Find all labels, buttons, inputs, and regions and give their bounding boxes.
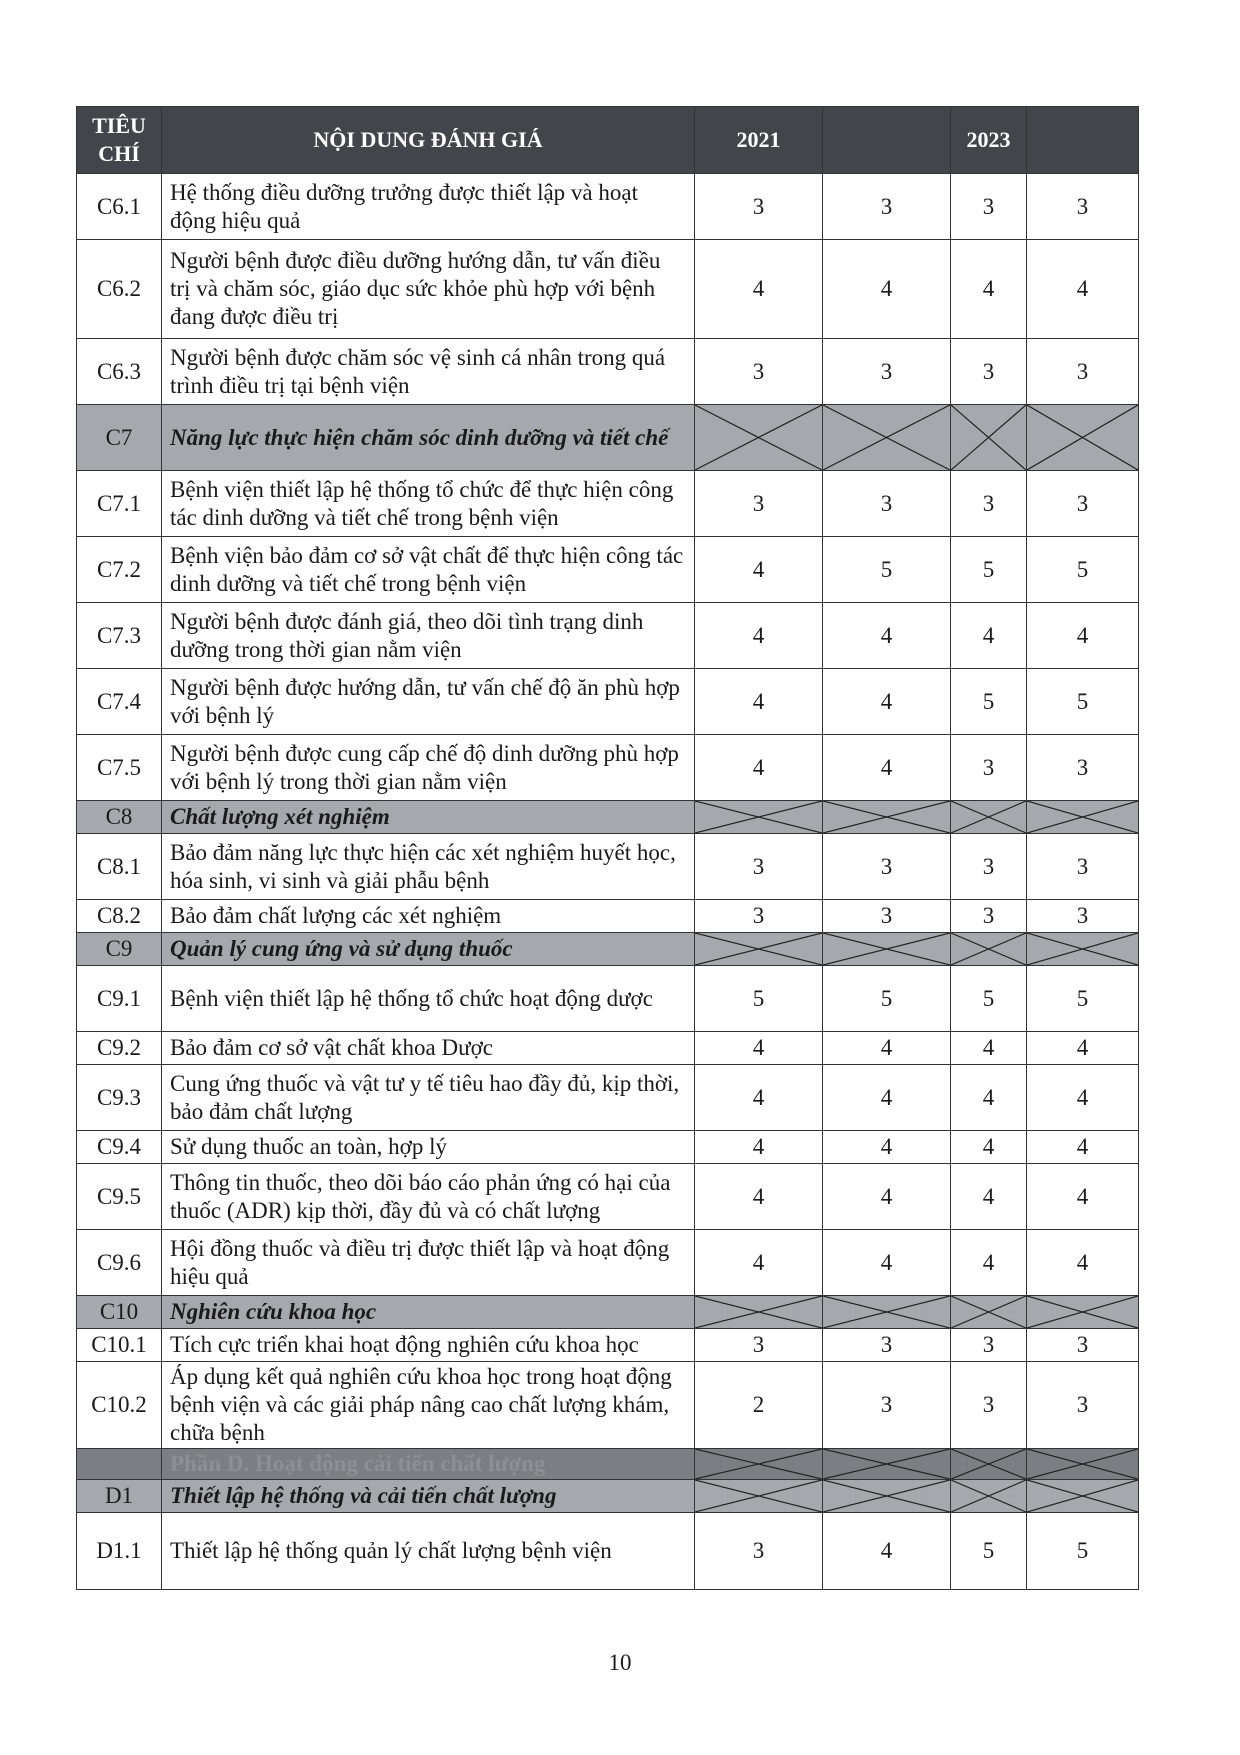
criterion-code: C7.2 [77,537,162,603]
score-cell: 3 [951,1362,1027,1449]
criterion-text: Người bệnh được chăm sóc vệ sinh cá nhân trong quá trình điều trị tại bệnh viện [162,339,695,405]
score-cell: 3 [1027,900,1139,933]
criterion-code: C9.5 [77,1164,162,1230]
score-cell: 3 [823,834,951,900]
criterion-code: C9.4 [77,1131,162,1164]
criterion-text: Sử dụng thuốc an toàn, hợp lý [162,1131,695,1164]
criterion-text: Bảo đảm năng lực thực hiện các xét nghiệm huyết học, hóa sinh, vi sinh và giải phẫu bệnh [162,834,695,900]
part-title: Phần D. Hoạt động cải tiến chất lượng [162,1449,695,1480]
table-row [77,900,1139,933]
criterion-code: C7.5 [77,735,162,801]
score-cell: 4 [695,735,823,801]
table-row [77,603,1139,669]
criterion-text: Bệnh viện thiết lập hệ thống tổ chức hoạt động dược [162,966,695,1032]
crossed-out-cell [695,1480,823,1513]
score-cell: 3 [695,339,823,405]
crossed-out-cell [1027,1449,1139,1480]
score-cell: 4 [951,1164,1027,1230]
score-cell: 3 [823,174,951,240]
score-cell: 4 [695,1131,823,1164]
criterion-text: Bệnh viện bảo đảm cơ sở vật chất để thực hiện công tác dinh dưỡng và tiết chế trong bệnh viện [162,537,695,603]
section-title: Quản lý cung ứng và sử dụng thuốc [162,933,695,966]
score-cell: 3 [951,834,1027,900]
score-cell: 4 [695,1065,823,1131]
score-cell: 4 [695,603,823,669]
criterion-code: C8.2 [77,900,162,933]
criterion-text: Người bệnh được đánh giá, theo dõi tình trạng dinh dưỡng trong thời gian nằm viện [162,603,695,669]
crossed-out-cell [951,801,1027,834]
section-code: C10 [77,1296,162,1329]
criterion-code: C10.1 [77,1329,162,1362]
criterion-text: Thiết lập hệ thống quản lý chất lượng bệnh viện [162,1513,695,1590]
score-cell: 3 [951,174,1027,240]
score-cell: 4 [823,1065,951,1131]
crossed-out-cell [1027,1296,1139,1329]
criterion-text: Hệ thống điều dưỡng trưởng được thiết lập và hoạt động hiệu quả [162,174,695,240]
score-cell: 5 [823,537,951,603]
score-cell: 4 [1027,1230,1139,1296]
score-cell: 5 [1027,669,1139,735]
section-title: Năng lực thực hiện chăm sóc dinh dưỡng và tiết chế [162,405,695,471]
crossed-out-cell [1027,801,1139,834]
score-cell: 4 [695,537,823,603]
criterion-text: Bảo đảm chất lượng các xét nghiệm [162,900,695,933]
criterion-text: Thông tin thuốc, theo dõi báo cáo phản ứng có hại của thuốc (ADR) kịp thời, đầy đủ và có chất lượng [162,1164,695,1230]
score-cell: 3 [1027,834,1139,900]
score-cell: 4 [823,1032,951,1065]
score-cell: 4 [951,1230,1027,1296]
criterion-code: C9.1 [77,966,162,1032]
criterion-text: Áp dụng kết quả nghiên cứu khoa học trong hoạt động bệnh viện và các giải pháp nâng cao chất lượng khám, chữa bệnh [162,1362,695,1449]
score-cell: 3 [951,471,1027,537]
part-code [77,1449,162,1480]
crossed-out-cell [695,405,823,471]
score-cell: 2 [695,1362,823,1449]
crossed-out-cell [1027,1480,1139,1513]
table-header [77,107,1139,174]
header-content: NỘI DUNG ĐÁNH GIÁ [162,107,695,174]
table-row [77,1032,1139,1065]
crossed-out-cell [695,933,823,966]
table-row [77,1513,1139,1590]
criterion-text: Bảo đảm cơ sở vật chất khoa Dược [162,1032,695,1065]
score-cell: 4 [1027,1131,1139,1164]
score-cell: 4 [1027,1065,1139,1131]
score-cell: 4 [823,669,951,735]
section-row [77,1296,1139,1329]
evaluation-table [76,106,1139,1590]
score-cell: 3 [951,735,1027,801]
score-cell: 4 [695,1230,823,1296]
score-cell: 4 [951,603,1027,669]
criterion-text: Người bệnh được điều dưỡng hướng dẫn, tư vấn điều trị và chăm sóc, giáo dục sức khỏe phù hợp với bệnh đang được điều trị [162,240,695,339]
score-cell: 3 [951,1329,1027,1362]
score-cell: 4 [823,1164,951,1230]
score-cell: 3 [823,1329,951,1362]
score-cell: 3 [823,900,951,933]
crossed-out-cell [695,801,823,834]
crossed-out-cell [951,1449,1027,1480]
table-row [77,966,1139,1032]
criterion-code: D1.1 [77,1513,162,1590]
page-number: 10 [608,1650,632,1675]
score-cell: 3 [695,174,823,240]
score-cell: 4 [951,1065,1027,1131]
score-cell: 5 [951,537,1027,603]
header-criteria: TIÊU CHÍ [77,107,162,174]
criterion-code: C7.1 [77,471,162,537]
part-row [77,1449,1139,1480]
score-cell: 3 [695,1513,823,1590]
score-cell: 3 [1027,735,1139,801]
criterion-text: Tích cực triển khai hoạt động nghiên cứu khoa học [162,1329,695,1362]
score-cell: 5 [951,966,1027,1032]
section-title: Chất lượng xét nghiệm [162,801,695,834]
criterion-text: Hội đồng thuốc và điều trị được thiết lập và hoạt động hiệu quả [162,1230,695,1296]
score-cell: 5 [695,966,823,1032]
score-cell: 4 [823,603,951,669]
score-cell: 3 [823,1362,951,1449]
crossed-out-cell [1027,405,1139,471]
score-cell: 3 [695,1329,823,1362]
criterion-text: Cung ứng thuốc và vật tư y tế tiêu hao đầy đủ, kịp thời, bảo đảm chất lượng [162,1065,695,1131]
score-cell: 4 [1027,240,1139,339]
criterion-code: C6.2 [77,240,162,339]
table-row [77,669,1139,735]
table-row [77,537,1139,603]
header-year-2023: 2023 [951,107,1027,174]
crossed-out-cell [823,1296,951,1329]
criterion-code: C6.1 [77,174,162,240]
crossed-out-cell [951,405,1027,471]
criterion-text: Bệnh viện thiết lập hệ thống tổ chức để thực hiện công tác dinh dưỡng và tiết chế trong bệnh viện [162,471,695,537]
section-code: C8 [77,801,162,834]
score-cell: 4 [695,669,823,735]
score-cell: 4 [695,240,823,339]
section-code: C9 [77,933,162,966]
score-cell: 5 [951,1513,1027,1590]
header-year-2022 [823,107,951,174]
score-cell: 3 [695,834,823,900]
score-cell: 3 [823,339,951,405]
table-row [77,1230,1139,1296]
score-cell: 5 [1027,537,1139,603]
crossed-out-cell [823,801,951,834]
score-cell: 4 [951,240,1027,339]
criterion-code: C9.3 [77,1065,162,1131]
table-row [77,1065,1139,1131]
score-cell: 4 [1027,603,1139,669]
score-cell: 3 [823,471,951,537]
section-row [77,405,1139,471]
score-cell: 4 [695,1032,823,1065]
criterion-text: Người bệnh được cung cấp chế độ dinh dưỡng phù hợp với bệnh lý trong thời gian nằm viện [162,735,695,801]
criterion-code: C6.3 [77,339,162,405]
score-cell: 4 [951,1032,1027,1065]
section-row [77,933,1139,966]
score-cell: 4 [1027,1032,1139,1065]
section-title: Thiết lập hệ thống và cải tiến chất lượng [162,1480,695,1513]
score-cell: 3 [1027,174,1139,240]
criterion-text: Người bệnh được hướng dẫn, tư vấn chế độ ăn phù hợp với bệnh lý [162,669,695,735]
score-cell: 3 [1027,1362,1139,1449]
criterion-code: C10.2 [77,1362,162,1449]
table-row [77,240,1139,339]
table-row [77,834,1139,900]
header-year-2021: 2021 [695,107,823,174]
crossed-out-cell [951,933,1027,966]
criterion-code: C7.4 [77,669,162,735]
header-year-2024 [1027,107,1139,174]
score-cell: 4 [1027,1164,1139,1230]
score-cell: 5 [1027,1513,1139,1590]
table-row [77,1362,1139,1449]
score-cell: 3 [695,471,823,537]
table-row [77,735,1139,801]
criterion-code: C9.6 [77,1230,162,1296]
score-cell: 3 [1027,339,1139,405]
section-row [77,801,1139,834]
score-cell: 5 [951,669,1027,735]
crossed-out-cell [695,1296,823,1329]
score-cell: 4 [823,240,951,339]
score-cell: 3 [695,900,823,933]
score-cell: 4 [823,1131,951,1164]
score-cell: 4 [823,735,951,801]
score-cell: 4 [951,1131,1027,1164]
crossed-out-cell [1027,933,1139,966]
score-cell: 3 [1027,1329,1139,1362]
table-row [77,339,1139,405]
score-cell: 4 [823,1230,951,1296]
score-cell: 5 [823,966,951,1032]
table-row [77,471,1139,537]
section-code: D1 [77,1480,162,1513]
criterion-code: C8.1 [77,834,162,900]
crossed-out-cell [823,1449,951,1480]
crossed-out-cell [951,1480,1027,1513]
crossed-out-cell [823,405,951,471]
score-cell: 4 [823,1513,951,1590]
crossed-out-cell [951,1296,1027,1329]
score-cell: 4 [695,1164,823,1230]
table-row [77,174,1139,240]
criterion-code: C9.2 [77,1032,162,1065]
score-cell: 5 [1027,966,1139,1032]
score-cell: 3 [951,339,1027,405]
section-code: C7 [77,405,162,471]
crossed-out-cell [823,933,951,966]
table-row [77,1164,1139,1230]
score-cell: 3 [1027,471,1139,537]
table-row [77,1329,1139,1362]
crossed-out-cell [823,1480,951,1513]
score-cell: 3 [951,900,1027,933]
crossed-out-cell [695,1449,823,1480]
section-title: Nghiên cứu khoa học [162,1296,695,1329]
criterion-code: C7.3 [77,603,162,669]
section-row [77,1480,1139,1513]
table-row [77,1131,1139,1164]
